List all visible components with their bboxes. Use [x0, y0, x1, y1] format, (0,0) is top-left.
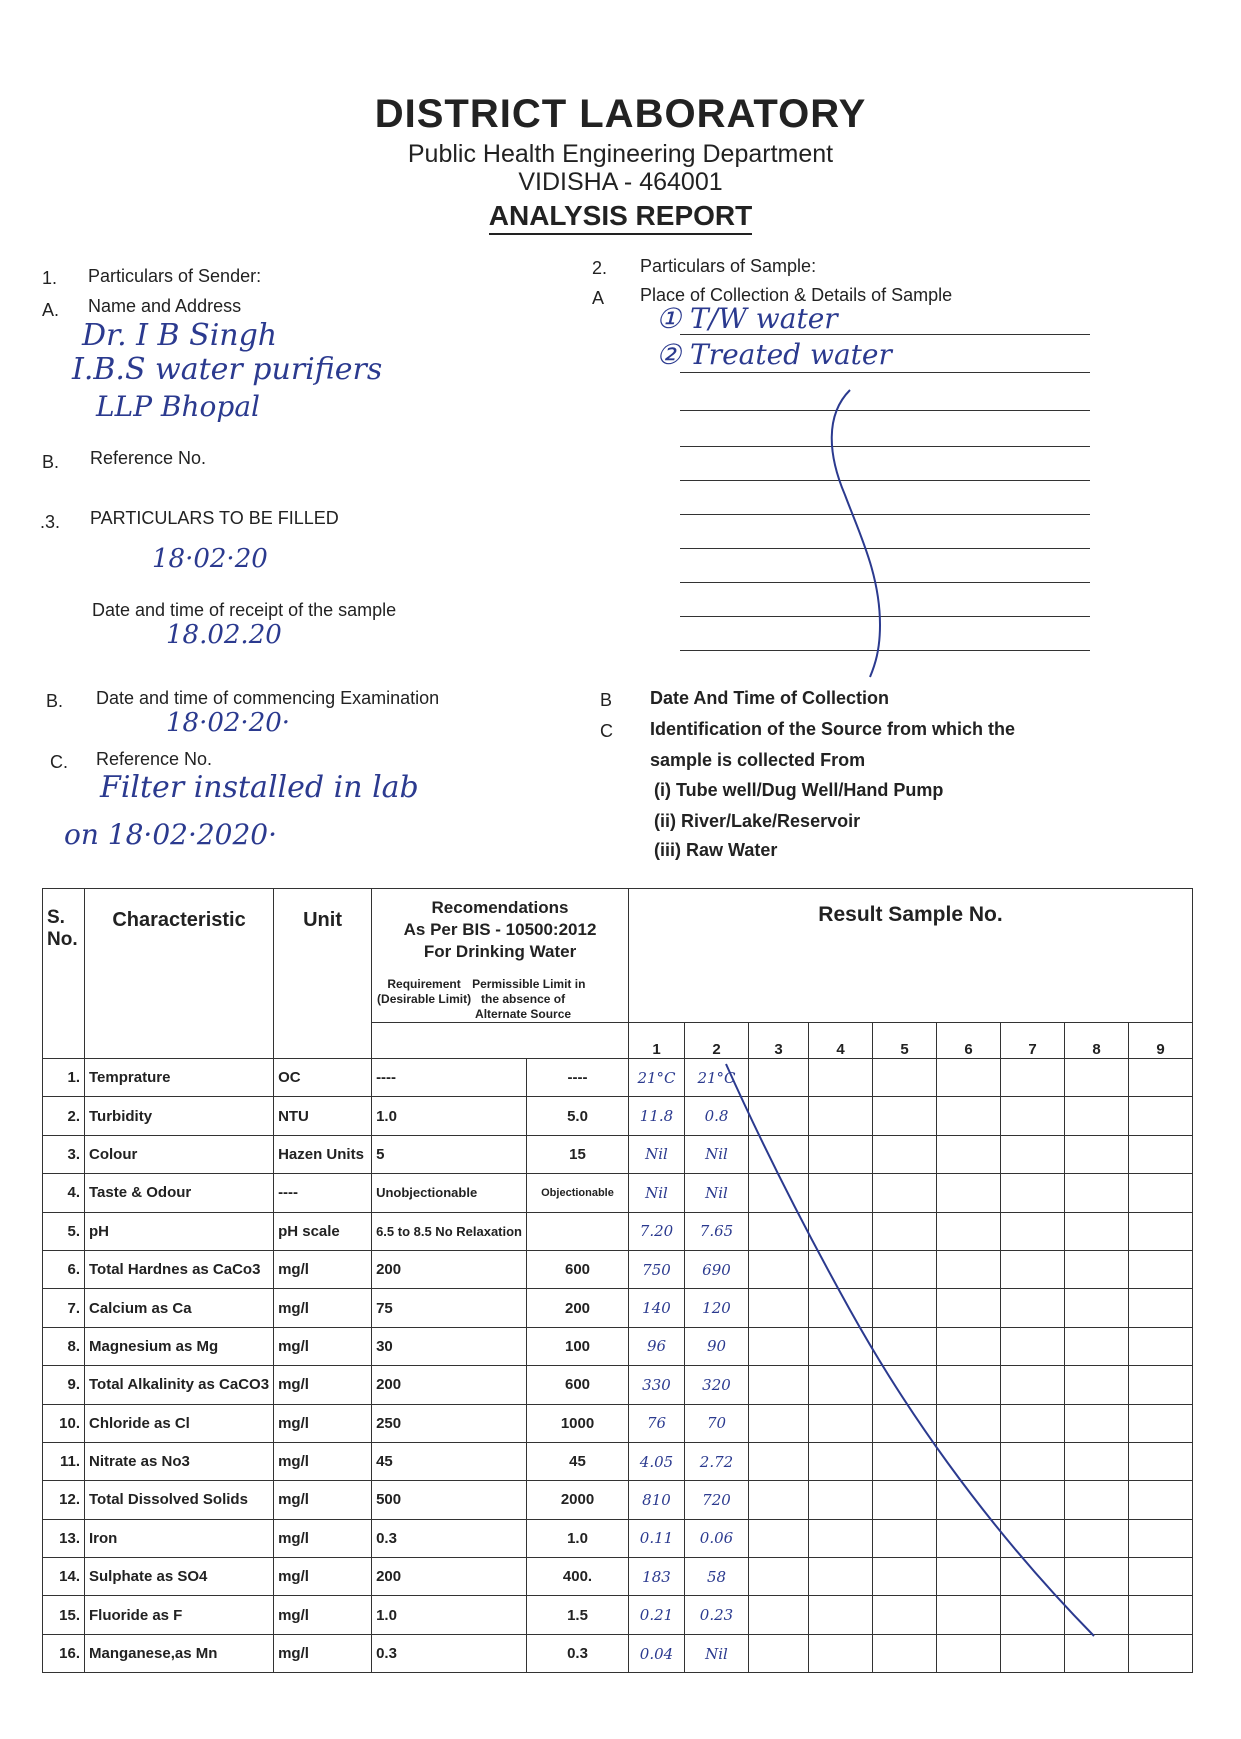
- header-characteristic: Characteristic: [85, 889, 274, 1059]
- row-result-sample-2: 0.06: [685, 1519, 749, 1557]
- row-desirable-limit: 0.3: [372, 1519, 527, 1557]
- particulars-date: 18·02·20: [152, 544, 268, 574]
- row-result-sample-1: 810: [629, 1481, 685, 1519]
- row-permissible-limit: 1.0: [527, 1519, 629, 1557]
- row-result-sample-2: 70: [685, 1404, 749, 1442]
- row-unit: OC: [274, 1059, 372, 1097]
- row-desirable-limit: 45: [372, 1442, 527, 1480]
- row-result-sample-1: 21°C: [629, 1059, 685, 1097]
- row-characteristic: Nitrate as No3: [85, 1442, 274, 1480]
- table-header-row: [43, 889, 1193, 1023]
- row-result-sample-9: [1129, 1519, 1193, 1557]
- row-result-sample-9: [1129, 1366, 1193, 1404]
- source-identification-label: Identification of the Source from which the: [650, 719, 1016, 739]
- row-result-sample-2: 720: [685, 1481, 749, 1519]
- row-permissible-limit: 200: [527, 1289, 629, 1327]
- row-unit: mg/l: [274, 1596, 372, 1634]
- header-recommendations: Recomendations As Per BIS - 10500:2012 For Drinking Water Requirement (Desirable Limit) Permissible Limit in the absence of Alternate Source: [372, 889, 629, 1023]
- row-characteristic: Colour: [85, 1135, 274, 1173]
- row-result-sample-9: [1129, 1174, 1193, 1212]
- row-result-sample-9: [1129, 1404, 1193, 1442]
- row-characteristic: Manganese,as Mn: [85, 1634, 274, 1672]
- row-desirable-limit: 1.0: [372, 1097, 527, 1135]
- row-serial-no: 6.: [43, 1250, 85, 1288]
- receipt-date-value: 18.02.20: [166, 620, 282, 650]
- sender-number: 1.: [42, 268, 58, 288]
- sample-col-8: 8: [1065, 1023, 1129, 1059]
- header-unit: Unit: [274, 889, 372, 1059]
- row-desirable-limit: 500: [372, 1481, 527, 1519]
- row-result-sample-9: [1129, 1097, 1193, 1135]
- row-permissible-limit: 1000: [527, 1404, 629, 1442]
- row-unit: mg/l: [274, 1558, 372, 1596]
- sender-reference-label: Reference No.: [90, 448, 207, 468]
- row-permissible-limit: ----: [527, 1059, 629, 1097]
- sample-col-9: 9: [1129, 1023, 1193, 1059]
- header-permissible: Permissible Limit in the absence of Alternate Source: [472, 977, 586, 1021]
- row-serial-no: 14.: [43, 1558, 85, 1596]
- row-serial-no: 7.: [43, 1289, 85, 1327]
- sender-name-line-3: LLP Bhopal: [96, 390, 260, 423]
- row-characteristic: Total Alkalinity as CaCO3: [85, 1366, 274, 1404]
- row-result-sample-9: [1129, 1250, 1193, 1288]
- header-requirement: Requirement (Desirable Limit): [377, 977, 472, 1006]
- row-unit: mg/l: [274, 1519, 372, 1557]
- row-characteristic: Temprature: [85, 1059, 274, 1097]
- row-result-sample-2: 0.8: [685, 1097, 749, 1135]
- row-permissible-limit: Objectionable: [527, 1174, 629, 1212]
- row-unit: NTU: [274, 1097, 372, 1135]
- cancel-diagonal-stroke: [720, 1060, 1110, 1650]
- header-serial-no: S. No.: [43, 889, 85, 1059]
- report-title: ANALYSIS REPORT: [0, 200, 1241, 232]
- examination-date-value: 18·02·20·: [166, 708, 291, 738]
- particulars-c-letter: C.: [50, 752, 68, 772]
- row-desirable-limit: 200: [372, 1558, 527, 1596]
- row-unit: mg/l: [274, 1366, 372, 1404]
- row-desirable-limit: 200: [372, 1250, 527, 1288]
- row-result-sample-1: 330: [629, 1366, 685, 1404]
- sender-name-line-2: I.B.S water purifiers: [72, 352, 383, 387]
- row-characteristic: Fluoride as F: [85, 1596, 274, 1634]
- row-permissible-limit: 45: [527, 1442, 629, 1480]
- particulars-b-letter: B.: [46, 691, 64, 711]
- row-result-sample-2: 21°C: [685, 1059, 749, 1097]
- sample-place-2: ② Treated water: [656, 338, 892, 371]
- reference-note-line-1: Filter installed in lab: [100, 770, 419, 805]
- row-serial-no: 1.: [43, 1059, 85, 1097]
- row-result-sample-9: [1129, 1059, 1193, 1097]
- row-characteristic: Chloride as Cl: [85, 1404, 274, 1442]
- particulars-reference-label: Reference No.: [96, 749, 213, 769]
- row-unit: mg/l: [274, 1327, 372, 1365]
- row-unit: pH scale: [274, 1212, 372, 1250]
- receipt-date-label: Date and time of receipt of the sample: [92, 600, 397, 620]
- row-unit: mg/l: [274, 1481, 372, 1519]
- row-result-sample-9: [1129, 1327, 1193, 1365]
- row-result-sample-2: Nil: [685, 1135, 749, 1173]
- particulars-heading: PARTICULARS TO BE FILLED: [90, 508, 339, 528]
- source-option-1: (i) Tube well/Dug Well/Hand Pump: [654, 780, 944, 800]
- row-characteristic: pH: [85, 1212, 274, 1250]
- sample-c-letter: C: [600, 721, 613, 741]
- row-desirable-limit: 0.3: [372, 1634, 527, 1672]
- row-result-sample-1: 11.8: [629, 1097, 685, 1135]
- row-characteristic: Iron: [85, 1519, 274, 1557]
- row-result-sample-2: 0.23: [685, 1596, 749, 1634]
- row-result-sample-1: Nil: [629, 1174, 685, 1212]
- sample-col-5: 5: [873, 1023, 937, 1059]
- sender-name-line-1: Dr. I B Singh: [82, 318, 278, 353]
- row-desirable-limit: Unobjectionable: [372, 1174, 527, 1212]
- sample-col-6: 6: [937, 1023, 1001, 1059]
- row-result-sample-1: 0.04: [629, 1634, 685, 1672]
- lab-title: DISTRICT LABORATORY: [374, 92, 867, 136]
- row-unit: mg/l: [274, 1250, 372, 1288]
- row-result-sample-2: 58: [685, 1558, 749, 1596]
- row-characteristic: Taste & Odour: [85, 1174, 274, 1212]
- row-result-sample-9: [1129, 1596, 1193, 1634]
- row-serial-no: 3.: [43, 1135, 85, 1173]
- row-permissible-limit: 2000: [527, 1481, 629, 1519]
- sample-heading: Particulars of Sample:: [640, 256, 817, 276]
- sender-heading: Particulars of Sender:: [88, 266, 262, 286]
- row-characteristic: Sulphate as SO4: [85, 1558, 274, 1596]
- sender-a-letter: A.: [42, 300, 60, 320]
- row-result-sample-9: [1129, 1481, 1193, 1519]
- reference-note-line-2: on 18·02·2020·: [64, 818, 278, 851]
- examination-date-label: Date and time of commencing Examination: [96, 688, 440, 708]
- row-result-sample-1: 0.21: [629, 1596, 685, 1634]
- row-characteristic: Total Hardnes as CaCo3: [85, 1250, 274, 1288]
- row-serial-no: 4.: [43, 1174, 85, 1212]
- row-result-sample-9: [1129, 1289, 1193, 1327]
- row-characteristic: Turbidity: [85, 1097, 274, 1135]
- row-result-sample-1: 140: [629, 1289, 685, 1327]
- row-permissible-limit: [527, 1212, 629, 1250]
- row-result-sample-2: Nil: [685, 1634, 749, 1672]
- row-unit: mg/l: [274, 1442, 372, 1480]
- row-serial-no: 16.: [43, 1634, 85, 1672]
- row-result-sample-1: 96: [629, 1327, 685, 1365]
- source-option-3: (iii) Raw Water: [654, 840, 778, 860]
- row-unit: mg/l: [274, 1289, 372, 1327]
- row-permissible-limit: 0.3: [527, 1634, 629, 1672]
- row-desirable-limit: 75: [372, 1289, 527, 1327]
- row-serial-no: 12.: [43, 1481, 85, 1519]
- sample-a-letter: A: [592, 288, 605, 308]
- sample-col-4: 4: [809, 1023, 873, 1059]
- lab-city: VIDISHA - 464001: [518, 168, 723, 196]
- sample-col-2: 2: [685, 1023, 749, 1059]
- row-desirable-limit: ----: [372, 1059, 527, 1097]
- row-desirable-limit: 200: [372, 1366, 527, 1404]
- row-unit: mg/l: [274, 1634, 372, 1672]
- row-characteristic: Magnesium as Mg: [85, 1327, 274, 1365]
- sample-col-7: 7: [1001, 1023, 1065, 1059]
- row-serial-no: 8.: [43, 1327, 85, 1365]
- sender-b-letter: B.: [42, 452, 60, 472]
- row-result-sample-1: 750: [629, 1250, 685, 1288]
- row-serial-no: 9.: [43, 1366, 85, 1404]
- row-result-sample-9: [1129, 1634, 1193, 1672]
- source-identification-label-2: sample is collected From: [650, 750, 866, 770]
- row-result-sample-2: 320: [685, 1366, 749, 1404]
- row-desirable-limit: 250: [372, 1404, 527, 1442]
- sample-b-letter: B: [600, 690, 613, 710]
- row-permissible-limit: 100: [527, 1327, 629, 1365]
- row-serial-no: 2.: [43, 1097, 85, 1135]
- source-option-2: (ii) River/Lake/Reservoir: [654, 811, 861, 831]
- row-result-sample-9: [1129, 1558, 1193, 1596]
- row-characteristic: Calcium as Ca: [85, 1289, 274, 1327]
- row-result-sample-1: 4.05: [629, 1442, 685, 1480]
- row-permissible-limit: 600: [527, 1366, 629, 1404]
- row-characteristic: Total Dissolved Solids: [85, 1481, 274, 1519]
- particulars-number: .3.: [40, 512, 61, 532]
- row-serial-no: 10.: [43, 1404, 85, 1442]
- row-result-sample-2: 690: [685, 1250, 749, 1288]
- row-result-sample-2: 2.72: [685, 1442, 749, 1480]
- row-result-sample-2: 90: [685, 1327, 749, 1365]
- row-desirable-limit: 30: [372, 1327, 527, 1365]
- date-of-collection-label: Date And Time of Collection: [650, 688, 890, 708]
- row-result-sample-1: 7.20: [629, 1212, 685, 1250]
- row-result-sample-2: Nil: [685, 1174, 749, 1212]
- row-result-sample-1: 76: [629, 1404, 685, 1442]
- department-name: Public Health Engineering Department: [407, 140, 834, 168]
- row-permissible-limit: 15: [527, 1135, 629, 1173]
- row-result-sample-1: Nil: [629, 1135, 685, 1173]
- row-unit: mg/l: [274, 1404, 372, 1442]
- row-result-sample-1: 183: [629, 1558, 685, 1596]
- row-desirable-limit: 6.5 to 8.5 No Relaxation: [372, 1212, 527, 1250]
- row-unit: ----: [274, 1174, 372, 1212]
- row-unit: Hazen Units: [274, 1135, 372, 1173]
- row-permissible-limit: 5.0: [527, 1097, 629, 1135]
- row-result-sample-9: [1129, 1135, 1193, 1173]
- name-address-label: Name and Address: [88, 296, 242, 316]
- row-serial-no: 5.: [43, 1212, 85, 1250]
- row-result-sample-2: 7.65: [685, 1212, 749, 1250]
- row-result-sample-9: [1129, 1212, 1193, 1250]
- row-result-sample-9: [1129, 1442, 1193, 1480]
- sample-col-1: 1: [629, 1023, 685, 1059]
- sample-number: 2.: [592, 258, 608, 278]
- row-desirable-limit: 5: [372, 1135, 527, 1173]
- sample-place-1: ① T/W water: [656, 302, 838, 335]
- row-result-sample-2: 120: [685, 1289, 749, 1327]
- row-desirable-limit: 1.0: [372, 1596, 527, 1634]
- row-permissible-limit: 600: [527, 1250, 629, 1288]
- row-serial-no: 15.: [43, 1596, 85, 1634]
- place-of-collection-label: Place of Collection & Details of Sample: [640, 285, 953, 305]
- header-result-sample-no: Result Sample No.: [629, 889, 1193, 1023]
- row-permissible-limit: 400.: [527, 1558, 629, 1596]
- row-result-sample-1: 0.11: [629, 1519, 685, 1557]
- ditto-bracket-stroke: [820, 385, 920, 685]
- row-permissible-limit: 1.5: [527, 1596, 629, 1634]
- row-serial-no: 13.: [43, 1519, 85, 1557]
- row-serial-no: 11.: [43, 1442, 85, 1480]
- sample-col-3: 3: [749, 1023, 809, 1059]
